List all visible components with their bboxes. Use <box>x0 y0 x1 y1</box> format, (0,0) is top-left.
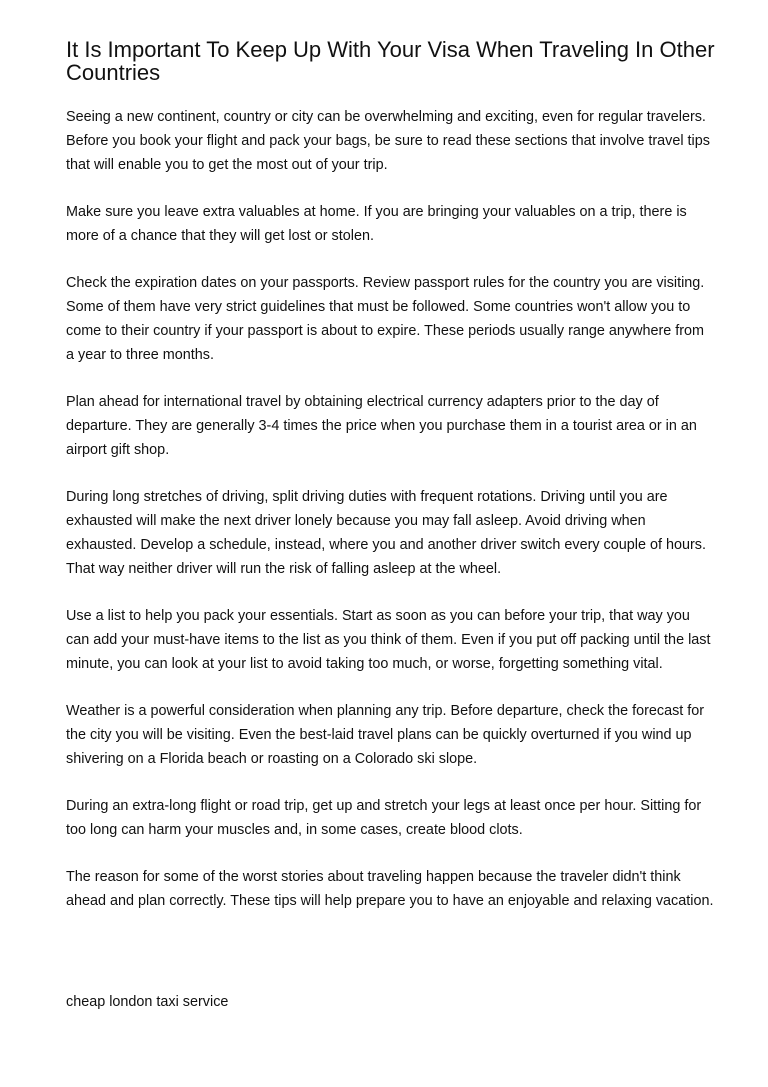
footer-link[interactable]: cheap london taxi service <box>66 994 229 1010</box>
paragraph-intro: Seeing a new continent, country or city can be overwhelming and exciting, even for regular travelers. Before you book your flight and pack your bags, be sure to read these sections that involve travel tips that will enable you to get the most out of your trip. <box>66 109 710 173</box>
paragraph-valuables: Make sure you leave extra valuables at home. If you are bringing your valuables on a trip, there is more of a chance that they will get lost or stolen. <box>66 204 687 244</box>
paragraph-conclusion: The reason for some of the worst stories about traveling happen because the traveler didn't think ahead and plan correctly. These tips will help prepare you to have an enjoyable and relaxing vacation. <box>66 869 714 909</box>
paragraph-weather: Weather is a powerful consideration when planning any trip. Before departure, check the forecast for the city you will be visiting. Even the best-laid travel plans can be quickly overturned if you wind up shivering on a Florida beach or roasting on a Colorado ski slope. <box>66 703 705 767</box>
paragraph-stretch: During an extra-long flight or road trip, get up and stretch your legs at least once per hour. Sitting for too long can harm your muscles and, in some cases, create blood clots. <box>66 798 702 838</box>
paragraph-packing-list: Use a list to help you pack your essentials. Start as soon as you can before your trip, that way you can add your must-have items to the list as you think of them. Even if you put off packing until the last minute, you can look at your list to avoid taking too much, or worse, forgetting something vital. <box>66 608 711 672</box>
paragraph-adapters: Plan ahead for international travel by obtaining electrical currency adapters prior to the day of departure. They are generally 3-4 times the price when you purchase them in a tourist area or in an airport gift shop. <box>66 394 697 458</box>
paragraph-driving: During long stretches of driving, split driving duties with frequent rotations. Driving until you are exhausted will make the next driver lonely because you may fall asleep. Avoid driving when exhausted. Develop a schedule, instead, where you and another driver switch every couple of hours. That way neither driver will run the risk of falling asleep at the wheel. <box>66 489 706 577</box>
document-page <box>66 38 716 936</box>
article-body <box>66 105 716 913</box>
paragraph-passports: Check the expiration dates on your passports. Review passport rules for the country you are visiting. Some of them have very strict guidelines that must be followed. Some countries won't allow you to come to their country if your passport is about to expire. These periods usually range anywhere from a year to three months. <box>66 275 705 363</box>
page-title: It Is Important To Keep Up With Your Visa When Traveling In Other Countries <box>66 37 715 85</box>
